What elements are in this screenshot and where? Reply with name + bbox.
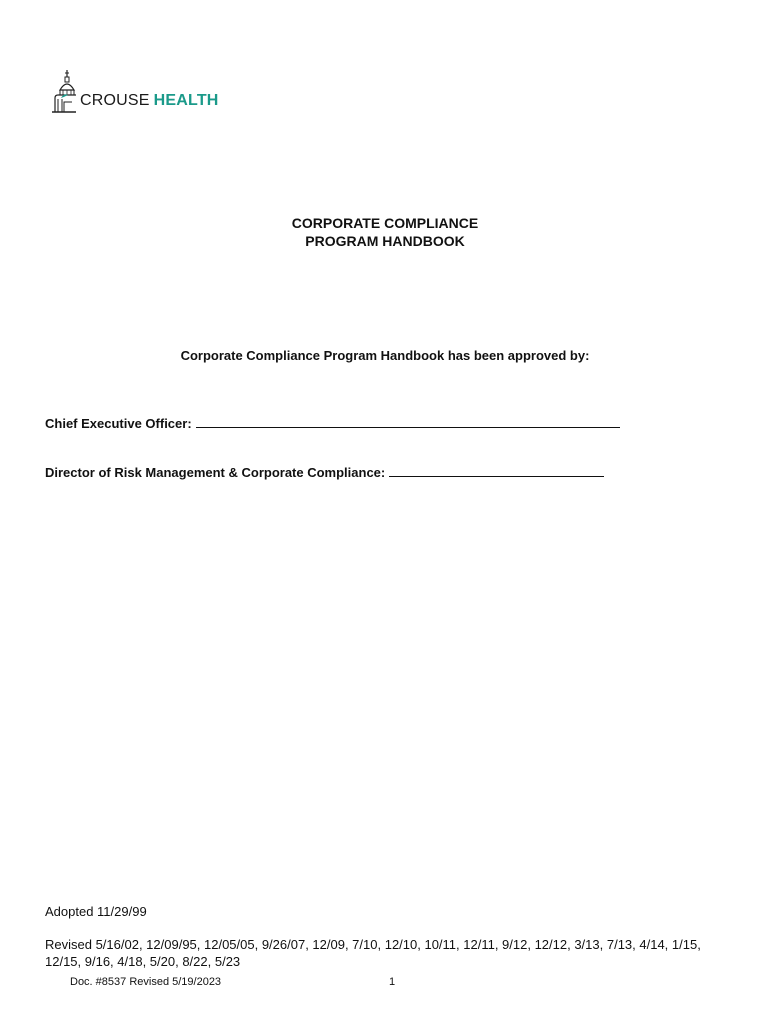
revision-history: Revised 5/16/02, 12/09/95, 12/05/05, 9/26/07, 12/09, 7/10, 12/10, 10/11, 12/11, 9/12, 12/12, 3/13, 7/13, 4/14, 1/15, 12/15, 9/16, 4/18, 5/20, 8/22, 5/23 xyxy=(45,937,701,969)
title-line-2: PROGRAM HANDBOOK xyxy=(305,233,465,249)
risk-director-signature-blank xyxy=(389,463,604,477)
crouse-health-logo xyxy=(52,64,219,116)
adopted-date: Adopted 11/29/99 xyxy=(45,904,147,919)
footer-doc-number: Doc. #8537 Revised 5/19/2023 xyxy=(70,976,222,988)
document-title xyxy=(0,214,770,250)
footer-page-number: 1 xyxy=(389,976,396,988)
approved-by-heading: Corporate Compliance Program Handbook has been approved by: xyxy=(180,348,590,363)
risk-director-signature-line xyxy=(45,463,604,480)
logo-wordmark xyxy=(80,93,219,109)
title-line-1: CORPORATE COMPLIANCE xyxy=(291,215,479,231)
logo-word-health: HEALTH xyxy=(153,92,219,109)
crouse-building-dome-icon xyxy=(52,68,78,116)
risk-director-signature-label: Director of Risk Management & Corporate Compliance: xyxy=(45,465,386,480)
ceo-signature-label: Chief Executive Officer: xyxy=(45,416,192,431)
ceo-signature-line xyxy=(45,414,620,431)
logo-word-crouse: CROUSE xyxy=(80,92,150,109)
ceo-signature-blank xyxy=(196,414,620,428)
